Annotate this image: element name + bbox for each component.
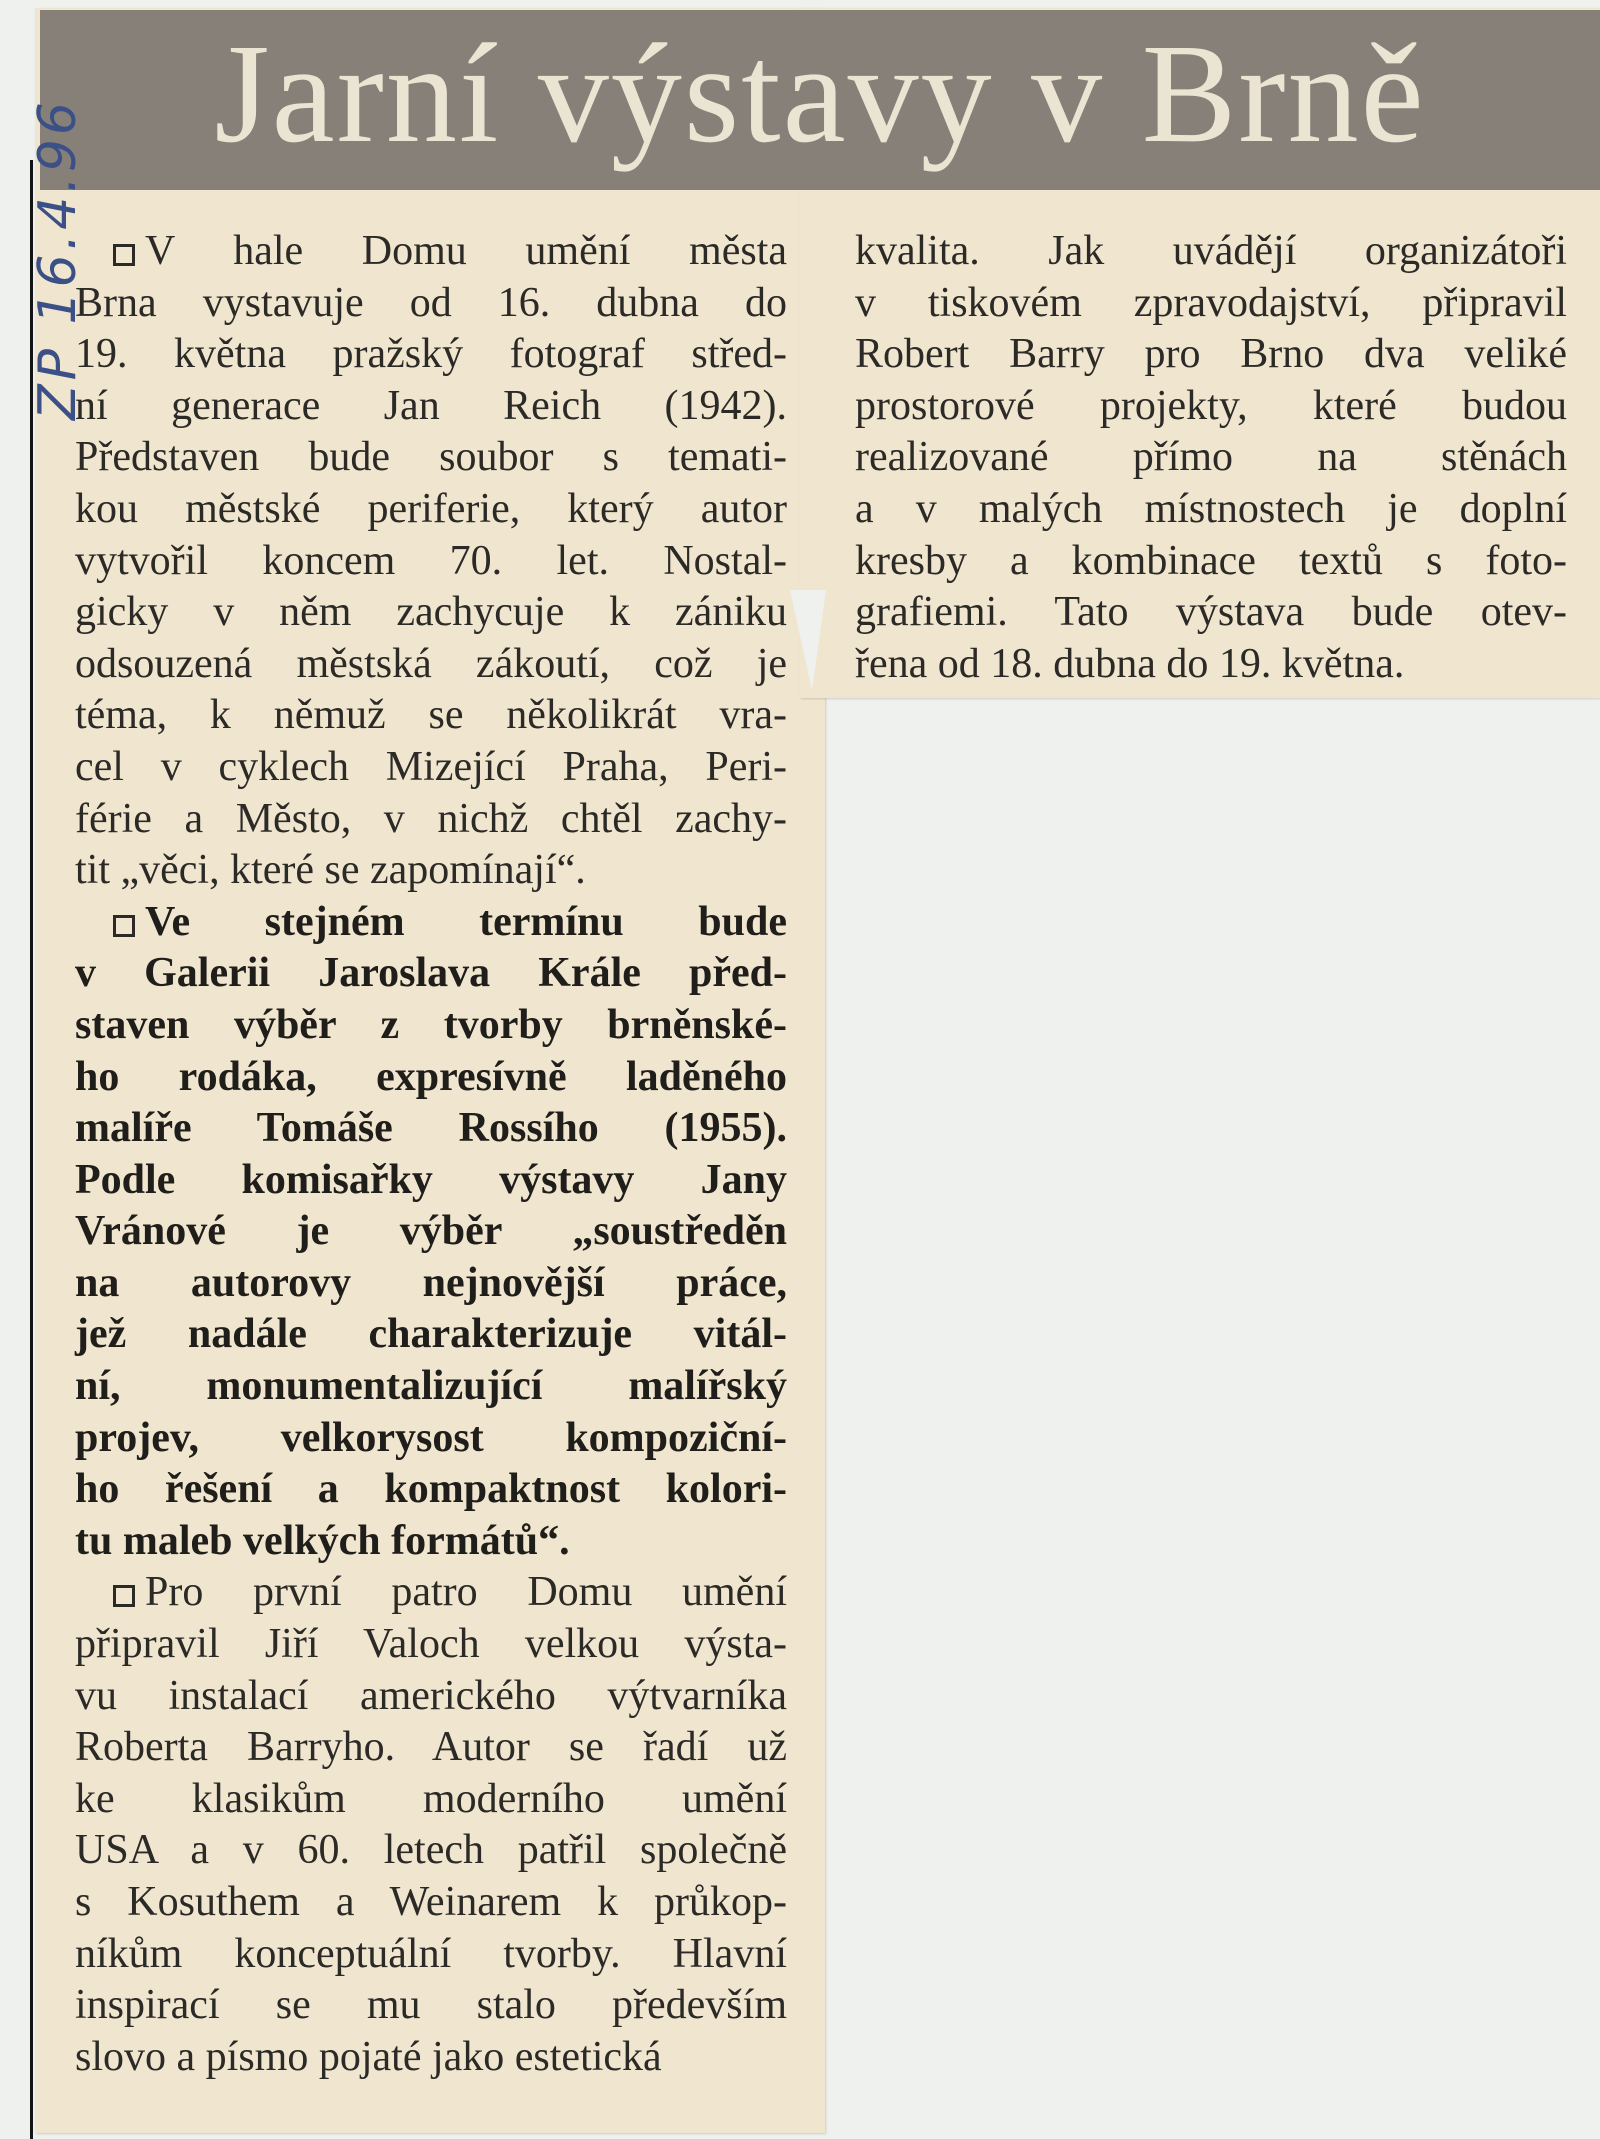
left-text-column bbox=[75, 226, 787, 2083]
text-line: ní, monumentalizující malířský bbox=[75, 1363, 787, 1410]
margin-rule bbox=[30, 160, 33, 2139]
text-line: staven výběr z tvorby brněnské- bbox=[75, 1001, 787, 1048]
paragraph-marker-icon bbox=[113, 244, 135, 266]
text-line: připravil Jiří Valoch velkou výsta- bbox=[75, 1621, 787, 1668]
text-line: jež nadále charakterizuje vitál- bbox=[75, 1311, 787, 1358]
text-line: tit „věci, které se zapomínají“. bbox=[75, 847, 586, 894]
right-text-column bbox=[855, 226, 1567, 690]
text-line: kresby a kombinace textů s foto- bbox=[855, 537, 1567, 584]
text-line: s Kosuthem a Weinarem k průkop- bbox=[75, 1879, 787, 1925]
text-line: prostorové projekty, které budou bbox=[855, 382, 1567, 429]
text-line: kou městské periferie, který autor bbox=[75, 485, 787, 532]
text-line: Robert Barry pro Brno dva veliké bbox=[855, 331, 1567, 378]
text-line: Roberta Barryho. Autor se řadí už bbox=[75, 1724, 787, 1771]
text-line: níkům konceptuální tvorby. Hlavní bbox=[75, 1930, 787, 1977]
text-line: ho řešení a kompaktnost kolori- bbox=[75, 1466, 787, 1513]
text-line-content: Ve stejném termínu bude bbox=[145, 898, 787, 945]
text-line: ní generace Jan Reich (1942). bbox=[75, 382, 787, 429]
text-line: téma, k němuž se několikrát vra- bbox=[75, 692, 787, 739]
text-line: realizované přímo na stěnách bbox=[855, 434, 1567, 481]
text-line: 19. května pražský fotograf střed- bbox=[75, 331, 787, 378]
text-line: Brna vystavuje od 16. dubna do bbox=[75, 279, 787, 326]
text-line: slovo a písmo pojaté jako estetická bbox=[75, 2033, 662, 2080]
text-line: Vránové je výběr „soustředěn bbox=[75, 1208, 787, 1255]
text-line: projev, velkorysost kompoziční- bbox=[75, 1414, 787, 1461]
text-line: Představen bude soubor s temati- bbox=[75, 434, 787, 481]
text-line bbox=[75, 897, 787, 949]
text-line: na autorovy nejnovější práce, bbox=[75, 1259, 787, 1306]
article-paragraph bbox=[75, 897, 787, 1568]
article-paragraph bbox=[75, 1567, 787, 2083]
text-line: odsouzená městská zákoutí, což je bbox=[75, 640, 787, 687]
text-line-content: Pro první patro Domu umění bbox=[145, 1569, 787, 1616]
paragraph-marker-icon bbox=[113, 915, 135, 937]
torn-edge bbox=[790, 590, 826, 690]
text-line: inspirací se mu stalo především bbox=[75, 1982, 787, 2029]
text-line: a v malých místnostech je doplní bbox=[855, 485, 1567, 532]
text-line bbox=[75, 226, 787, 278]
text-line: gicky v něm zachycuje k zániku bbox=[75, 589, 787, 636]
text-line: v tiskovém zpravodajství, připravil bbox=[855, 279, 1567, 326]
text-line: řena od 18. dubna do 19. května. bbox=[855, 640, 1405, 687]
text-line: vytvořil koncem 70. let. Nostal- bbox=[75, 537, 787, 584]
text-line: vu instalací amerického výtvarníka bbox=[75, 1672, 787, 1719]
text-line-content: V hale Domu umění města bbox=[145, 228, 787, 274]
handwritten-margin-note: ZP 16.4.96 bbox=[28, 98, 88, 420]
article-headline: Jarní výstavy v Brně bbox=[214, 14, 1426, 172]
text-line: v Galerii Jaroslava Krále před- bbox=[75, 950, 787, 997]
text-line: Podle komisařky výstavy Jany bbox=[75, 1156, 787, 1203]
text-line: USA a v 60. letech patřil společně bbox=[75, 1827, 787, 1874]
text-line: tu maleb velkých formátů“. bbox=[75, 1517, 570, 1564]
text-line: ke klasikům moderního umění bbox=[75, 1775, 787, 1822]
text-line: malíře Tomáše Rossího (1955). bbox=[75, 1105, 787, 1152]
paragraph-marker-icon bbox=[113, 1585, 135, 1607]
text-line: grafiemi. Tato výstava bude otev- bbox=[855, 589, 1567, 636]
headline-band bbox=[40, 10, 1600, 190]
text-line bbox=[75, 1567, 787, 1619]
text-line: férie a Město, v nichž chtěl zachy- bbox=[75, 795, 787, 842]
text-line: kvalita. Jak uvádějí organizátoři bbox=[855, 228, 1567, 274]
text-line: cel v cyklech Mizející Praha, Peri- bbox=[75, 743, 787, 790]
article-paragraph bbox=[75, 226, 787, 897]
text-line: ho rodáka, expresívně laděného bbox=[75, 1053, 787, 1100]
